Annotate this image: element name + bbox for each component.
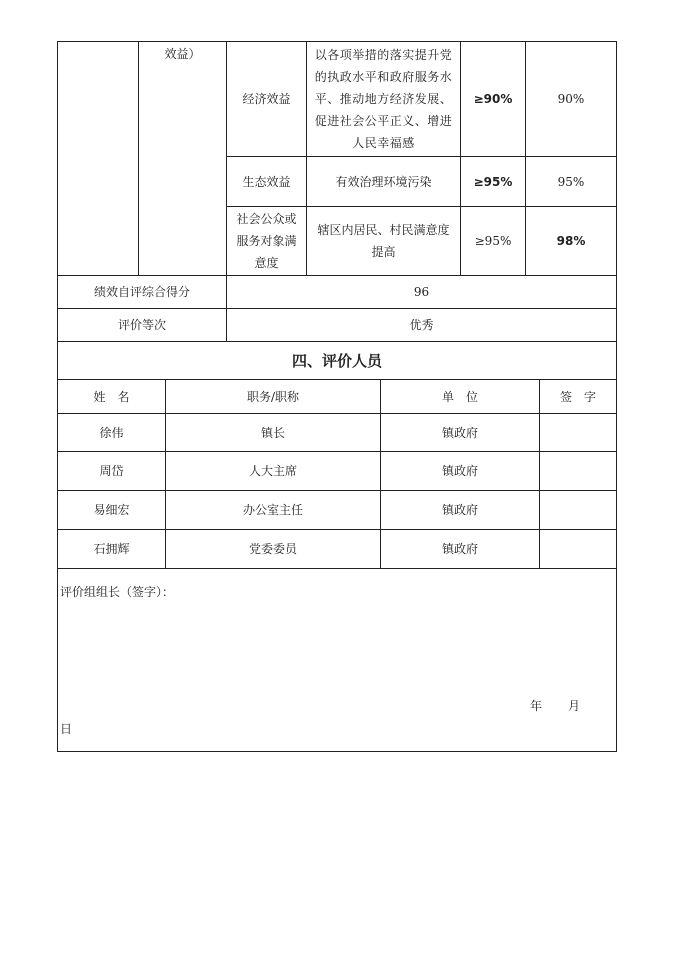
indicator-actual: 90% [557, 92, 585, 106]
person-title: 办公室主任 [242, 503, 303, 517]
date-year: 年 [530, 699, 543, 713]
header-signature: 签 字 [559, 389, 596, 404]
indicator-actual: 95% [557, 174, 585, 189]
indicator-description: 以各项举措的落实提升党 的执政水平和政府服务水 平、推动地方经济发展、 促进社会公平正义、增进 人民幸福感 [314, 48, 453, 150]
header-unit: 单 位 [441, 389, 478, 404]
person-name: 徐伟 [99, 425, 124, 440]
indicator-category-tail: 效益） [164, 47, 201, 61]
person-name: 周岱 [99, 464, 124, 478]
leader-signature-label: 评价组组长（签字）： [60, 585, 175, 599]
indicator-actual: 98% [556, 234, 586, 248]
person-name: 易细宏 [93, 503, 130, 517]
section-title: 四、评价人员 [291, 351, 382, 370]
person-title: 党委委员 [248, 542, 297, 556]
header-name: 姓 名 [93, 389, 130, 404]
person-title: 镇长 [260, 425, 285, 440]
indicator-target: ≥95% [474, 234, 512, 248]
indicator-sub-label: 经济效益 [242, 92, 291, 106]
header-title: 职务/职称 [246, 389, 300, 404]
grade-label: 评价等次 [117, 318, 166, 332]
leader-signature-area[interactable] [58, 604, 616, 694]
person-unit: 镇政府 [441, 464, 478, 478]
grade-value: 优秀 [409, 318, 434, 332]
person-unit: 镇政府 [441, 503, 478, 517]
date-month: 月 [568, 699, 581, 713]
person-signature[interactable] [540, 452, 616, 490]
indicator-sub-label: 社会公众或 服务对象满 意度 [236, 212, 297, 270]
indicator-description: 辖区内居民、村民满意度 提高 [317, 223, 450, 259]
indicator-target: ≥90% [473, 92, 513, 106]
score-value: 96 [413, 285, 430, 299]
indicator-description: 有效治理环境污染 [335, 174, 432, 189]
indicator-sub-label: 生态效益 [242, 174, 291, 189]
person-title: 人大主席 [248, 464, 297, 478]
person-signature[interactable] [540, 530, 616, 568]
score-label: 绩效自评综合得分 [93, 285, 190, 299]
person-unit: 镇政府 [441, 542, 478, 556]
date-day: 日 [60, 722, 73, 736]
person-signature[interactable] [540, 414, 616, 451]
indicator-target: ≥95% [473, 174, 513, 189]
person-name: 石拥辉 [93, 542, 130, 556]
person-unit: 镇政府 [441, 425, 478, 440]
person-signature[interactable] [540, 491, 616, 529]
